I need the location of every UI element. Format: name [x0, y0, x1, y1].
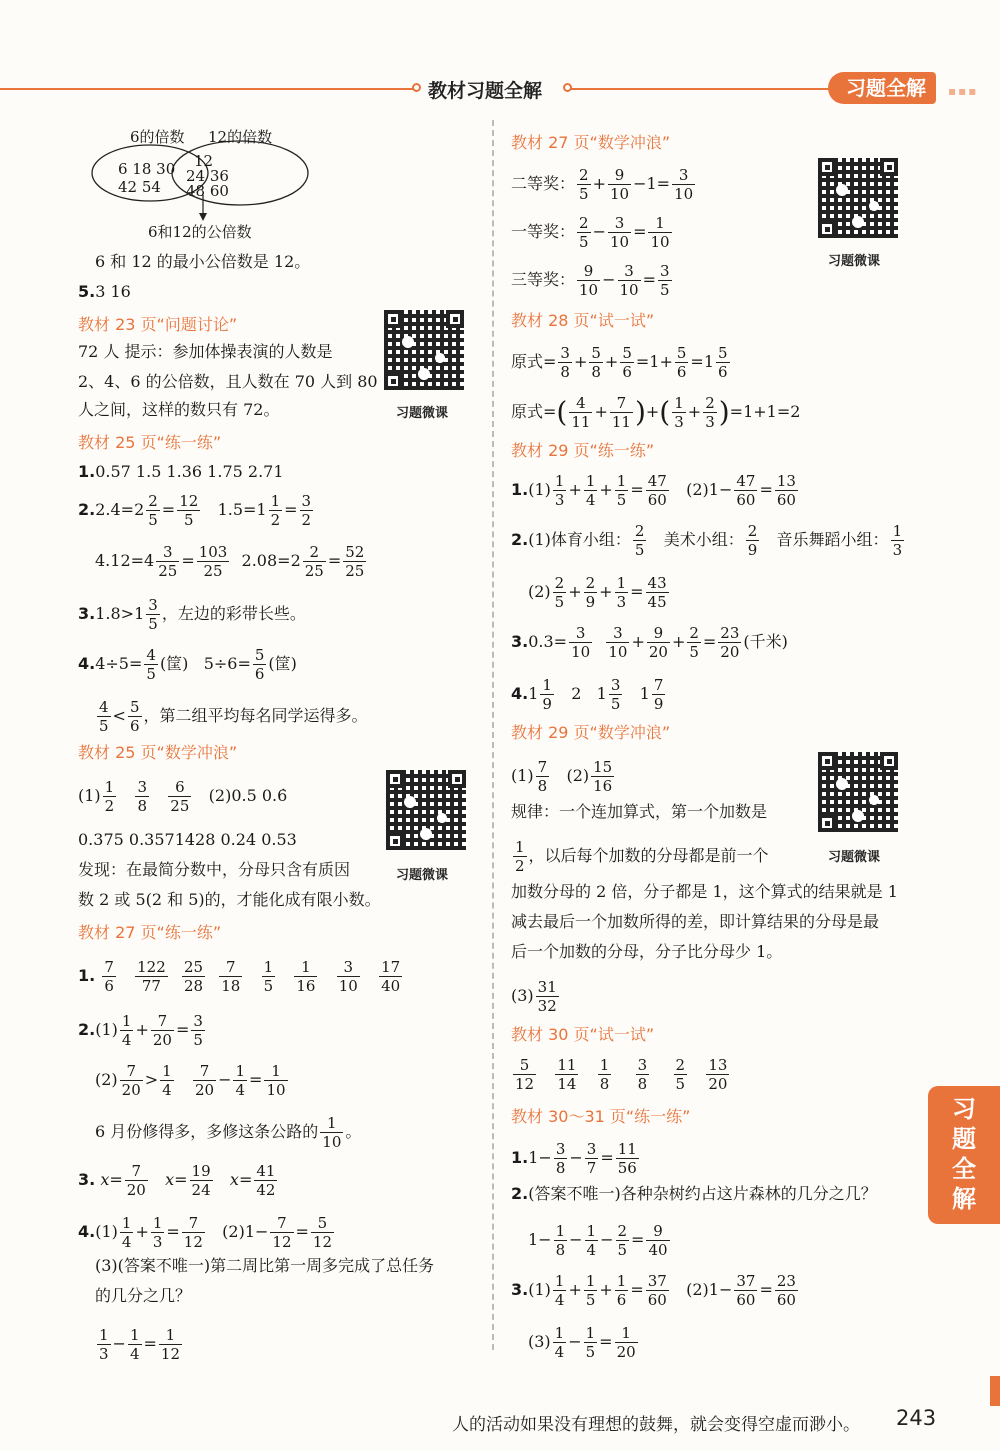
p29-q3: 3.0.3= $\frac{3}{10}$ $\frac{3}{10}$ + $\frac{9}{20}$ + $\frac{2}{5}$ = $\frac{23}{20}$ (千米): [511, 624, 788, 661]
p25-q1: 1.0.57 1.5 1.36 1.75 2.71: [78, 462, 284, 481]
p29-q4: 4.1 $\frac{1}{9}$ 2 1 $\frac{3}{5}$ 1 $\frac{7}{9}$: [511, 676, 664, 713]
p30-q2: 2.(答案不唯一)各种杂树约占这片森林的几分之几？: [511, 1184, 877, 1203]
section-p27-surf: 教材 27 页“数学冲浪”: [511, 133, 671, 152]
corner-accent: [990, 1376, 1000, 1406]
footer-quote: 人的活动如果没有理想的鼓舞，就会变得空虚而渺小。: [452, 1415, 860, 1435]
p29-q2-2: (2) $\frac{2}{5}$ + $\frac{2}{9}$ + $\frac{1}{3}$ = $\frac{43}{45}$: [528, 574, 667, 611]
p27-q2-2: (2) $\frac{7}{20}$ > $\frac{1}{4}$ $\frac{7}{20}$ − $\frac{1}{4}$ = $\frac{1}{10}$: [95, 1062, 286, 1099]
p25-q4-compare: $\frac{4}{5}$ < $\frac{5}{6}$ ，第二组平均每名同学运得多。: [99, 698, 368, 735]
p29-surf-answers: (1) $\frac{7}{8}$ (2) $\frac{15}{16}$: [511, 758, 613, 795]
column-divider: [492, 120, 494, 1350]
venn-overlap-1: 12: [194, 152, 214, 170]
qr-caption-4: 习题微课: [828, 850, 881, 865]
p30-try-answers: $\frac{5}{12}$ $\frac{11}{14}$ $\frac{1}{8}$ $\frac{3}{8}$ $\frac{2}{5}$ $\frac{13}{20}$: [515, 1056, 728, 1093]
qr-code-2[interactable]: [386, 770, 466, 850]
p29-q2-1: 2.(1)体育小组： $\frac{2}{5}$ 美术小组： $\frac{2}{9}$ 音乐舞蹈小组： $\frac{1}{3}$: [511, 522, 903, 559]
venn-overlap-2: 24 36: [186, 167, 229, 185]
section-p30-try: 教材 30 页“试一试”: [511, 1025, 655, 1044]
p27-q4-3b: 的几分之几？: [95, 1286, 192, 1305]
venn-label-left: 6的倍数: [130, 128, 185, 146]
p27-q4-3a: (3)(答案不唯一)第二周比第一周多完成了总任务: [95, 1256, 435, 1275]
section-p28-try: 教材 28 页“试一试”: [511, 311, 655, 330]
header-title: 教材习题全解: [428, 80, 543, 102]
prize-second: 二等奖： $\frac{2}{5}$ + $\frac{9}{10}$ −1= $\frac{3}{10}$: [511, 166, 694, 203]
p25-q2b: 4.12=4 $\frac{3}{25}$ = $\frac{103}{25}$ 2.08=2 $\frac{2}{25}$ = $\frac{52}{25}$: [95, 543, 365, 580]
lcm-answer: 6 和 12 的最小公倍数是 12。: [95, 252, 311, 271]
side-tab-label: 习题全解: [928, 1086, 1000, 1224]
p28-calc-1: 原式= $\frac{3}{8}$ + $\frac{5}{8}$ + $\frac{5}{6}$ =1+ $\frac{5}{6}$ =1 $\frac{5}{6}$: [511, 344, 728, 381]
header-line-left: [0, 88, 420, 90]
p29-rule-3: 加数分母的 2 倍，分子都是 1，这个算式的结果就是 1: [511, 882, 898, 901]
prize-first: 一等奖： $\frac{2}{5}$ − $\frac{3}{10}$ = $\frac{1}{10}$: [511, 214, 670, 251]
q5-number: 5.: [78, 282, 96, 301]
p29-surf-3: (3) $\frac{31}{32}$: [511, 978, 557, 1015]
header-dot-left: [412, 83, 421, 92]
p30-q3-1: 3.(1) $\frac{1}{4}$ + $\frac{1}{5}$ + $\frac{1}{6}$ = $\frac{37}{60}$ (2)1− $\frac{37}{60}$ = $\frac{23}{60}$: [511, 1272, 796, 1309]
venn-overlap-3: 48 60: [186, 182, 229, 200]
qr-caption-1: 习题微课: [396, 406, 449, 421]
p23-line-2: 2、4、6 的公倍数，且人数在 70 人到 80: [78, 372, 378, 391]
header-badge-dots: ▪▪▪: [948, 84, 979, 98]
section-p23-discussion: 教材 23 页“问题讨论”: [78, 315, 238, 334]
qr-caption-3: 习题微课: [828, 254, 881, 269]
p30-q3-3: (3) $\frac{1}{4}$ − $\frac{1}{5}$ = $\frac{1}{20}$: [528, 1324, 636, 1361]
page-number: 243: [896, 1406, 937, 1430]
p23-line-1: 72 人 提示：参加体操表演的人数是: [78, 342, 333, 361]
prize-third: 三等奖： $\frac{9}{10}$ − $\frac{3}{10}$ = $\frac{3}{5}$: [511, 262, 670, 299]
section-p25-practice: 教材 25 页“练一练”: [78, 433, 222, 452]
section-p29-surf: 教材 29 页“数学冲浪”: [511, 723, 671, 742]
qr-code-1[interactable]: [384, 310, 464, 390]
section-p25-surf: 教材 25 页“数学冲浪”: [78, 743, 238, 762]
p25-surf-row2: 0.375 0.3571428 0.24 0.53: [78, 830, 297, 849]
p25-q2a: 2.2.4=2 $\frac{2}{5}$ = $\frac{12}{5}$ 1.5=1 $\frac{1}{2}$ = $\frac{3}{2}$: [78, 492, 312, 529]
p27-q2-1: 2.(1) $\frac{1}{4}$ + $\frac{7}{20}$ = $\frac{3}{5}$: [78, 1012, 203, 1049]
p27-q2-june: 6 月份修得多，多修这条公路的 $\frac{1}{10}$ 。: [95, 1114, 362, 1151]
p28-calc-2: 原式=( $\frac{4}{11}$ + $\frac{7}{11}$ )+( $\frac{1}{3}$ + $\frac{2}{3}$ )=1+1=2: [511, 394, 801, 431]
p27-q1: 1. $\frac{7}{6}$ $\frac{122}{77}$ $\frac{25}{28}$ $\frac{7}{18}$ $\frac{1}{5}$ $\frac{1}{16}$ $\frac{3}{10}$ $\frac{17}{40}$: [78, 958, 401, 995]
section-p29-practice: 教材 29 页“练一练”: [511, 441, 655, 460]
header-line-right: [570, 88, 832, 90]
p25-surf-find-2: 数 2 或 5(2 和 5)的，才能化成有限小数。: [78, 890, 381, 909]
p30-q1: 1.1− $\frac{3}{8}$ − $\frac{3}{7}$ = $\frac{11}{56}$: [511, 1140, 637, 1177]
p25-surf-find-1: 发现：在最简分数中，分母只含有质因: [78, 860, 351, 879]
p29-rule-4: 减去最后一个加数所得的差，即计算结果的分母是最: [511, 912, 880, 931]
p27-q4-1: 4.(1) $\frac{1}{4}$ + $\frac{1}{3}$ = $\frac{7}{12}$ (2)1− $\frac{7}{12}$ = $\frac{5}{12}$: [78, 1214, 332, 1251]
qr-code-3[interactable]: [818, 158, 898, 238]
p30-q2-calc: 1− $\frac{1}{8}$ − $\frac{1}{4}$ − $\frac{2}{5}$ = $\frac{9}{40}$: [528, 1222, 668, 1259]
p25-surf-row1: (1) $\frac{1}{2}$ $\frac{3}{8}$ $\frac{6}{25}$ (2)0.5 0.6̇: [78, 778, 288, 815]
header-badge: 习题全解: [828, 72, 936, 104]
venn-label-right: 12的倍数: [208, 128, 273, 146]
p29-rule-1: 规律：一个连加算式，第一个加数是: [511, 802, 768, 821]
venn-arrow-head: [199, 213, 207, 221]
qr-caption-2: 习题微课: [396, 868, 449, 883]
p25-q4: 4.4÷5= $\frac{4}{5}$ (筐) 5÷6= $\frac{5}{6}$ (筐): [78, 646, 297, 683]
p29-rule-2: $\frac{1}{2}$ ，以后每个加数的分母都是前一个: [515, 838, 769, 875]
p29-rule-5: 后一个加数的分母，分子比分母少 1。: [511, 942, 783, 961]
venn-left-set-1: 6 18 30: [118, 160, 176, 178]
section-p30-31-practice: 教材 30～31 页“练一练”: [511, 1107, 691, 1126]
section-p27-practice: 教材 27 页“练一练”: [78, 923, 222, 942]
q5-text: 3 16: [95, 282, 131, 301]
venn-left-set-2: 42 54: [118, 178, 161, 196]
venn-bottom-label: 6和12的公倍数: [148, 223, 252, 241]
p25-q3: 3.1.8>1 $\frac{3}{5}$ ，左边的彩带长些。: [78, 596, 306, 633]
q5-answer: [78, 282, 131, 302]
p27-q4-3-calc: $\frac{1}{3}$ − $\frac{1}{4}$ = $\frac{1}{12}$: [99, 1326, 180, 1363]
qr-code-4[interactable]: [818, 752, 898, 832]
p27-q3: 3. x= $\frac{7}{20}$ x= $\frac{19}{24}$ x= $\frac{41}{42}$: [78, 1162, 276, 1199]
p23-line-3: 人之间，这样的数只有 72。: [78, 400, 280, 419]
p29-q1: 1.(1) $\frac{1}{3}$ + $\frac{1}{4}$ + $\frac{1}{5}$ = $\frac{47}{60}$ (2)1− $\frac{47}{60}$ = $\frac{13}{60}$: [511, 472, 796, 509]
